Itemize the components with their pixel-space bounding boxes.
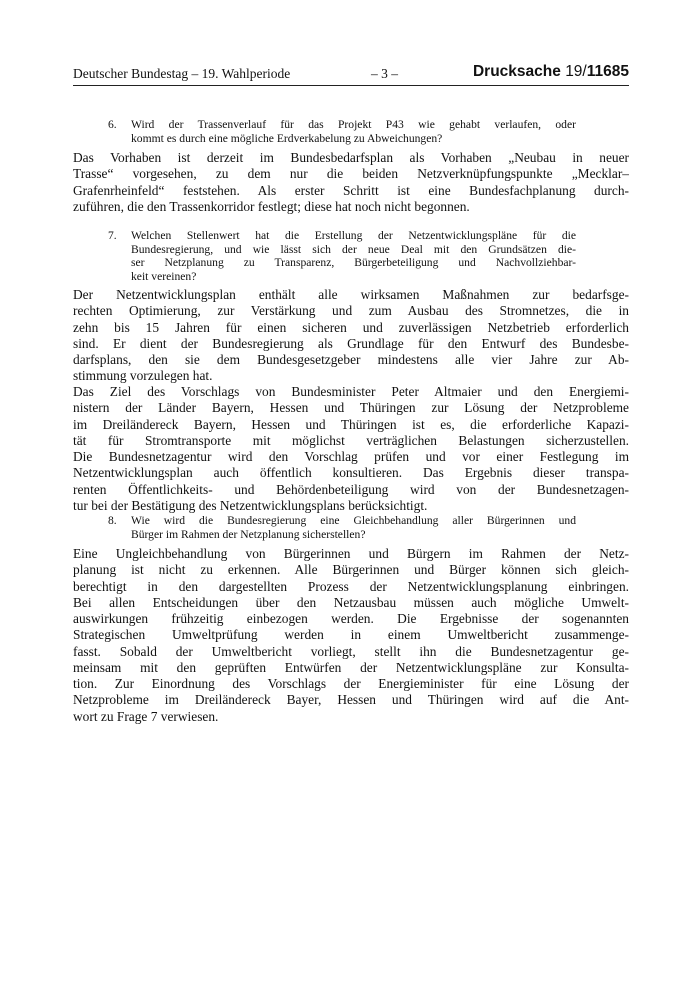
page-header — [73, 63, 629, 86]
question-number: 7. — [108, 229, 117, 242]
answer-line: berechtigt in den dargestellten Prozess der Netzentwicklungsplanung einbringen. — [73, 578, 629, 594]
answer-line: tät für Stromtransporte mit möglichst verträglichen Belastungen sicherzustellen. — [73, 432, 629, 448]
answer-line: rechten Optimierung, zur Verstärkung und zum Ausbau des Stromnetzes, die in — [73, 303, 629, 319]
header-doc-prefix: 19/ — [565, 63, 587, 80]
answer-line: Die Bundesnetzagentur wird den Vorschlag prüfen und vor einer Festlegung im — [73, 449, 629, 464]
question-line: Welchen Stellenwert hat die Erstellung der Netzentwicklungspläne für die — [131, 229, 576, 242]
question-text — [131, 514, 576, 541]
answer-line: Trasse“ vorgesehen, zu dem nur die beiden Netzverknüpfungspunkte „Mecklar– — [73, 166, 629, 182]
answer-line: meinsam mit den geprüften Entwürfen der Netzentwicklungspläne zur Konsulta- — [73, 659, 629, 675]
answer-line: Grafenrheinfeld“ feststehen. Als erster Schritt ist eine Bundesfachplanung durch- — [73, 182, 629, 198]
question-text — [131, 118, 576, 145]
answer-line: zuführen, die den Trassenkorridor festlegt; diese hat noch nicht begonnen. — [73, 198, 470, 214]
question-line: keit vereinen? — [131, 269, 197, 283]
answer-line: zehn bis 15 Jahren für einen sicheren und zuverlässigen Netzbetrieb erforderlich — [73, 319, 629, 335]
header-doc-number: 11685 — [586, 63, 629, 80]
question-number: 8. — [108, 514, 117, 527]
answer-line: Netzprobleme im Dreiländereck Bayer, Hessen und Thüringen wird auf die Ant- — [73, 692, 629, 708]
header-doc-label: Drucksache — [472, 63, 561, 80]
header-parliament-period: Deutscher Bundestag – 19. Wahlperiode — [73, 66, 291, 81]
answer-line: planung ist nicht zu erkennen. Alle Bürgerinnen und Bürger können sich gleich- — [73, 562, 629, 578]
question-line: ser Netzplanung zu Transparenz, Bürgerbeteiligung und Nachvollziehbar- — [131, 256, 576, 270]
answer-line: Netzentwicklungsplan auch öffentlich konsultieren. Das Ergebnis dieser transpa- — [73, 465, 629, 481]
answer-7-paragraph-2 — [73, 384, 629, 514]
header-document-id — [473, 63, 629, 81]
header-rule — [73, 85, 629, 86]
answer-6-paragraph-1 — [73, 150, 629, 215]
answer-line: Das Vorhaben ist derzeit im Bundesbedarfsplan als Vorhaben „Neubau in neuer — [73, 150, 629, 165]
answer-line: auswirkungen frühzeitig einbezogen werden. Die Ergebnisse der sogenannten — [73, 611, 629, 626]
answer-line: tion. Zur Einordnung des Vorschlags der Energieminister für eine Lösung der — [73, 676, 629, 691]
question-line: Bürger im Rahmen der Netzplanung sicherstellen? — [131, 527, 366, 541]
answer-line: fasst. Sobald der Umweltbericht vorliegt, stellt ihn die Bundesnetzagentur ge- — [73, 643, 629, 659]
question-line: Bundesregierung, und wie lässt sich der neue Deal mit den Grundsätzen die- — [131, 242, 576, 256]
answer-line: stimmung vorzulegen hat. — [73, 368, 213, 384]
answer-line: tur bei der Bestätigung des Netzentwicklungsplans berücksichtigt. — [73, 497, 428, 513]
answer-line: darfsplans, den sie dem Bundesgesetzgeber mindestens alle vier Jahre zur Ab- — [73, 352, 629, 367]
answer-line: renten Öffentlichkeits- und Behördenbeteiligung wird von der Bundesnetzagen- — [73, 481, 629, 497]
answer-line: Strategischen Umweltprüfung werden in einem Umweltbericht zusammenge- — [73, 627, 629, 643]
answer-line: sind. Er dient der Bundesregierung als Grundlage für den Entwurf des Bundesbe- — [73, 335, 629, 351]
answer-line: Eine Ungleichbehandlung von Bürgerinnen und Bürgern im Rahmen der Netz- — [73, 546, 629, 561]
answer-7-paragraph-1 — [73, 287, 629, 385]
answer-line: Bei allen Entscheidungen über den Netzausbau müssen auch mögliche Umwelt- — [73, 594, 629, 610]
question-line: Wird der Trassenverlauf für das Projekt P43 wie gehabt verlaufen, oder — [131, 118, 576, 131]
question-line: Wie wird die Bundesregierung eine Gleichbehandlung aller Bürgerinnen und — [131, 514, 576, 527]
answer-line: Das Ziel des Vorschlags von Bundesminister Peter Altmaier und den Energiemi- — [73, 384, 629, 399]
header-page-number: – 3 – — [371, 66, 398, 81]
question-text — [131, 229, 576, 283]
answer-line: Der Netzentwicklungsplan enthält alle wirksamen Maßnahmen zur bedarfsge- — [73, 287, 629, 302]
answer-line: im Dreiländereck Bayern, Hessen und Thüringen ist es, die erforderliche Kapazi- — [73, 416, 629, 432]
answer-8-paragraph-1 — [73, 546, 629, 725]
question-line: kommt es durch eine mögliche Erdverkabelung zu Abweichungen? — [131, 131, 443, 145]
answer-line: wort zu Frage 7 verwiesen. — [73, 708, 219, 724]
question-number: 6. — [108, 118, 117, 131]
answer-line: nistern der Länder Bayern, Hessen und Thüringen zur Lösung der Netzprobleme — [73, 400, 629, 416]
